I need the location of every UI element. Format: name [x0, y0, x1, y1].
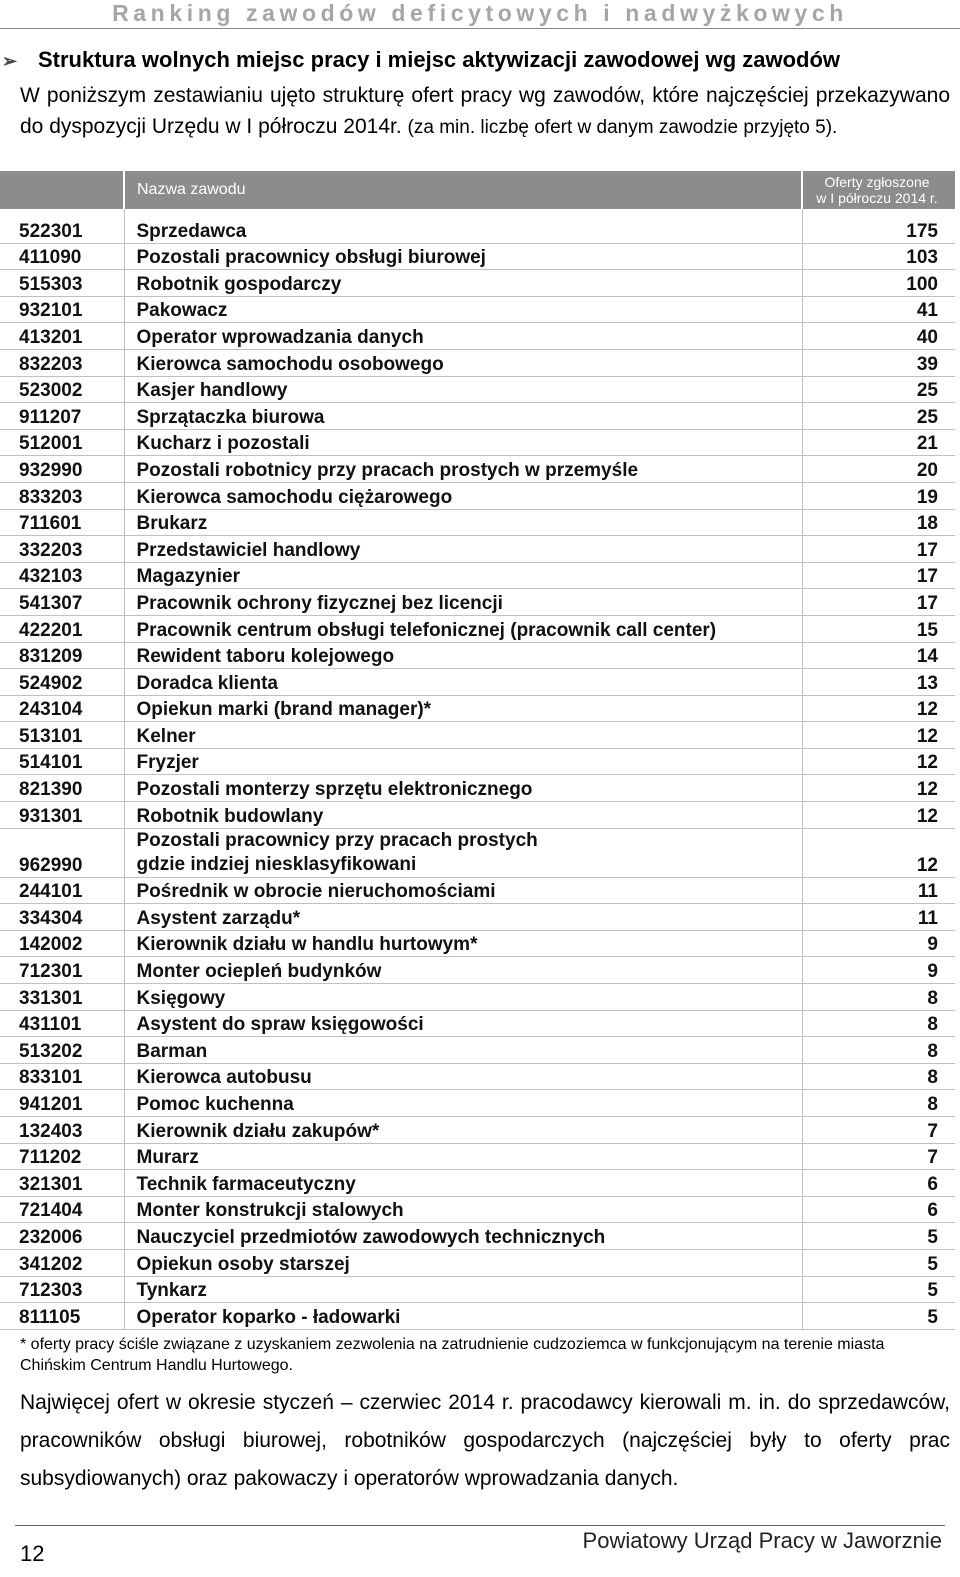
- occupation-name: Pozostali robotnicy przy pracach prostych w przemyśle: [124, 456, 802, 483]
- offers-count: 14: [802, 642, 955, 669]
- occupation-code: 522301: [0, 209, 124, 243]
- offers-count: 6: [802, 1170, 955, 1197]
- table-row: [0, 669, 955, 696]
- table-row: [0, 802, 955, 829]
- offers-count: 8: [802, 1063, 955, 1090]
- occupation-code: 524902: [0, 669, 124, 696]
- offers-count: 9: [802, 957, 955, 984]
- header-code-cell: [0, 171, 124, 209]
- table-row: [0, 1303, 955, 1330]
- table-row: [0, 615, 955, 642]
- occupation-code: 712303: [0, 1276, 124, 1303]
- table-row: [0, 1249, 955, 1276]
- offers-count: 17: [802, 536, 955, 563]
- occupation-code: 514101: [0, 748, 124, 775]
- occupation-code: 413201: [0, 323, 124, 350]
- offers-count: 7: [802, 1143, 955, 1170]
- offers-count: 8: [802, 1090, 955, 1117]
- occupation-code: 931301: [0, 802, 124, 829]
- offers-count: 8: [802, 1010, 955, 1037]
- table-row: [0, 1196, 955, 1223]
- table-row: [0, 748, 955, 775]
- occupation-name: Pakowacz: [124, 296, 802, 323]
- occupation-name: Opiekun osoby starszej: [124, 1249, 802, 1276]
- offers-count: 12: [802, 722, 955, 749]
- offers-count: 9: [802, 930, 955, 957]
- occupation-code: 244101: [0, 877, 124, 904]
- occupation-name: Przedstawiciel handlowy: [124, 536, 802, 563]
- table-row: [0, 456, 955, 483]
- occupation-name: Operator wprowadzania danych: [124, 323, 802, 350]
- intro-main-text: W poniższym zestawianiu ujęto strukturę ofert pracy wg zawodów, które najczęściej przekazywano do dyspozycji Urzędu w I półroczu 2014r.: [20, 84, 950, 138]
- offers-count: 12: [802, 775, 955, 802]
- occupation-code: 721404: [0, 1196, 124, 1223]
- table-row: [0, 536, 955, 563]
- occupation-name: Sprzątaczka biurowa: [124, 403, 802, 430]
- occupation-name: Pomoc kuchenna: [124, 1090, 802, 1117]
- occupation-name: Magazynier: [124, 562, 802, 589]
- occupation-name: Pracownik centrum obsługi telefonicznej (pracownik call center): [124, 615, 802, 642]
- table-row: [0, 828, 955, 877]
- occupation-name: Operator koparko - ładowarki: [124, 1303, 802, 1330]
- table-body: [0, 209, 955, 1329]
- offers-count: 17: [802, 562, 955, 589]
- occupation-name: Rewident taboru kolejowego: [124, 642, 802, 669]
- table-row: [0, 376, 955, 403]
- occupation-code: 341202: [0, 1249, 124, 1276]
- header-offers-cell: [802, 171, 955, 209]
- occupation-code: 334304: [0, 904, 124, 931]
- running-header: Ranking zawodów deficytowych i nadwyżkowych: [112, 0, 848, 26]
- table-row: [0, 562, 955, 589]
- occupations-table: [0, 171, 955, 1330]
- footer-divider: [15, 1525, 945, 1526]
- offers-count: 12: [802, 748, 955, 775]
- intro-paragraph: [20, 80, 950, 143]
- occupation-code: 243104: [0, 695, 124, 722]
- occupation-code: 832203: [0, 349, 124, 376]
- offers-count: 25: [802, 403, 955, 430]
- occupation-code: 515303: [0, 270, 124, 297]
- occupation-name: Kierowca samochodu ciężarowego: [124, 482, 802, 509]
- occupation-code: 833203: [0, 482, 124, 509]
- offers-count: 25: [802, 376, 955, 403]
- occupation-name: Pozostali pracownicy przy pracach prostych gdzie indziej niesklasyfikowani: [124, 828, 802, 877]
- offers-count: 5: [802, 1276, 955, 1303]
- occupation-code: 711601: [0, 509, 124, 536]
- table-row: [0, 429, 955, 456]
- table-row: [0, 930, 955, 957]
- occupation-name: Kierowca samochodu osobowego: [124, 349, 802, 376]
- table-row: [0, 323, 955, 350]
- offers-count: 13: [802, 669, 955, 696]
- occupation-name: Kierownik działu zakupów*: [124, 1117, 802, 1144]
- occupation-name: Doradca klienta: [124, 669, 802, 696]
- occupation-name: Kasjer handlowy: [124, 376, 802, 403]
- occupation-code: 941201: [0, 1090, 124, 1117]
- table-row: [0, 482, 955, 509]
- occupation-code: 541307: [0, 589, 124, 616]
- table-row: [0, 1010, 955, 1037]
- offers-count: 8: [802, 984, 955, 1011]
- offers-count: 175: [802, 209, 955, 243]
- table-row: [0, 509, 955, 536]
- offers-count: 15: [802, 615, 955, 642]
- occupation-name: Kucharz i pozostali: [124, 429, 802, 456]
- table-row: [0, 904, 955, 931]
- occupation-name: Opiekun marki (brand manager)*: [124, 695, 802, 722]
- occupation-code: 331301: [0, 984, 124, 1011]
- offers-count: 100: [802, 270, 955, 297]
- occupation-code: 513202: [0, 1037, 124, 1064]
- occupation-name: Asystent do spraw księgowości: [124, 1010, 802, 1037]
- occupation-name: Technik farmaceutyczny: [124, 1170, 802, 1197]
- header-offers-line1: Oferty zgłoszone: [824, 174, 930, 190]
- occupation-name: Asystent zarządu*: [124, 904, 802, 931]
- occupation-name: Kierowca autobusu: [124, 1063, 802, 1090]
- table-row: [0, 1090, 955, 1117]
- table-header-row: [0, 171, 955, 209]
- occupation-name: Robotnik budowlany: [124, 802, 802, 829]
- occupation-name: Monter ociepleń budynków: [124, 957, 802, 984]
- offers-count: 5: [802, 1223, 955, 1250]
- occupation-name: Tynkarz: [124, 1276, 802, 1303]
- occupation-name: Pracownik ochrony fizycznej bez licencji: [124, 589, 802, 616]
- occupation-name: Nauczyciel przedmiotów zawodowych technicznych: [124, 1223, 802, 1250]
- intro-note-text: (za min. liczbę ofert w danym zawodzie przyjęto 5).: [407, 117, 838, 138]
- occupation-name: Sprzedawca: [124, 209, 802, 243]
- offers-count: 11: [802, 877, 955, 904]
- offers-count: 103: [802, 243, 955, 270]
- occupation-code: 712301: [0, 957, 124, 984]
- table-row: [0, 722, 955, 749]
- offers-count: 39: [802, 349, 955, 376]
- occupation-code: 411090: [0, 243, 124, 270]
- occupation-code: 833101: [0, 1063, 124, 1090]
- offers-count: 12: [802, 802, 955, 829]
- summary-paragraph: Najwięcej ofert w okresie styczeń – czerwiec 2014 r. pracodawcy kierowali m. in. do sprzedawców, pracowników obsługi biurowej, robotników gospodarczych (najczęściej były to oferty prac subsydiowanych) oraz pakowaczy i operatorów wprowadzania danych.: [20, 1391, 950, 1490]
- table-row: [0, 1037, 955, 1064]
- occupation-name: Pozostali pracownicy obsługi biurowej: [124, 243, 802, 270]
- arrow-bullet-icon: ➢: [2, 51, 18, 71]
- occupation-name: Monter konstrukcji stalowych: [124, 1196, 802, 1223]
- table-row: [0, 349, 955, 376]
- offers-count: 5: [802, 1303, 955, 1330]
- occupation-code: 512001: [0, 429, 124, 456]
- occupation-code: 932990: [0, 456, 124, 483]
- offers-count: 12: [802, 828, 955, 877]
- occupation-name: Księgowy: [124, 984, 802, 1011]
- occupation-code: 431101: [0, 1010, 124, 1037]
- occupation-name: Robotnik gospodarczy: [124, 270, 802, 297]
- offers-count: 20: [802, 456, 955, 483]
- occupation-code: 142002: [0, 930, 124, 957]
- table-row: [0, 984, 955, 1011]
- section-heading-text: Struktura wolnych miejsc pracy i miejsc aktywizacji zawodowej wg zawodów: [38, 47, 841, 72]
- offers-count: 18: [802, 509, 955, 536]
- table-row: [0, 775, 955, 802]
- offers-count: 11: [802, 904, 955, 931]
- occupation-code: 321301: [0, 1170, 124, 1197]
- table-row: [0, 1276, 955, 1303]
- table-row: [0, 1117, 955, 1144]
- offers-count: 41: [802, 296, 955, 323]
- occupation-name: Kelner: [124, 722, 802, 749]
- occupation-code: 523002: [0, 376, 124, 403]
- footnote: * oferty pracy ściśle związane z uzyskaniem zezwolenia na zatrudnienie cudzoziemca w funkcjonującym na terenie miasta Chińskim Centrum Handlu Hurtowego.: [20, 1336, 885, 1374]
- offers-count: 5: [802, 1249, 955, 1276]
- occupation-name: Barman: [124, 1037, 802, 1064]
- table-row: [0, 1063, 955, 1090]
- occupation-code: 711202: [0, 1143, 124, 1170]
- table-row: [0, 642, 955, 669]
- occupation-code: 831209: [0, 642, 124, 669]
- table-row: [0, 243, 955, 270]
- office-name: Powiatowy Urząd Pracy w Jaworznie: [582, 1528, 942, 1553]
- offers-count: 6: [802, 1196, 955, 1223]
- occupation-name: Fryzjer: [124, 748, 802, 775]
- header-divider: [0, 28, 960, 29]
- occupation-code: 821390: [0, 775, 124, 802]
- table-row: [0, 403, 955, 430]
- occupation-code: 513101: [0, 722, 124, 749]
- occupation-code: 811105: [0, 1303, 124, 1330]
- occupation-name: Brukarz: [124, 509, 802, 536]
- page-number: 12: [20, 1541, 45, 1566]
- occupation-name: Pozostali monterzy sprzętu elektronicznego: [124, 775, 802, 802]
- offers-count: 7: [802, 1117, 955, 1144]
- occupation-name: Murarz: [124, 1143, 802, 1170]
- occupation-code: 932101: [0, 296, 124, 323]
- section-heading: [0, 46, 955, 75]
- offers-count: 40: [802, 323, 955, 350]
- table-row: [0, 695, 955, 722]
- occupation-code: 432103: [0, 562, 124, 589]
- occupation-code: 911207: [0, 403, 124, 430]
- occupation-code: 422201: [0, 615, 124, 642]
- table-row: [0, 957, 955, 984]
- table-row: [0, 1170, 955, 1197]
- occupation-code: 332203: [0, 536, 124, 563]
- offers-count: 12: [802, 695, 955, 722]
- table-row: [0, 877, 955, 904]
- offers-count: 17: [802, 589, 955, 616]
- occupation-code: 232006: [0, 1223, 124, 1250]
- occupation-name: Kierownik działu w handlu hurtowym*: [124, 930, 802, 957]
- offers-count: 8: [802, 1037, 955, 1064]
- occupation-name: Pośrednik w obrocie nieruchomościami: [124, 877, 802, 904]
- offers-count: 19: [802, 482, 955, 509]
- offers-count: 21: [802, 429, 955, 456]
- table-row: [0, 1223, 955, 1250]
- header-name-cell: Nazwa zawodu: [124, 171, 802, 209]
- table-row: [0, 1143, 955, 1170]
- occupation-code: 962990: [0, 828, 124, 877]
- table-row: [0, 296, 955, 323]
- table-row: [0, 209, 955, 243]
- occupation-code: 132403: [0, 1117, 124, 1144]
- header-offers-line2: w I półroczu 2014 r.: [816, 190, 938, 206]
- table-row: [0, 589, 955, 616]
- table-row: [0, 270, 955, 297]
